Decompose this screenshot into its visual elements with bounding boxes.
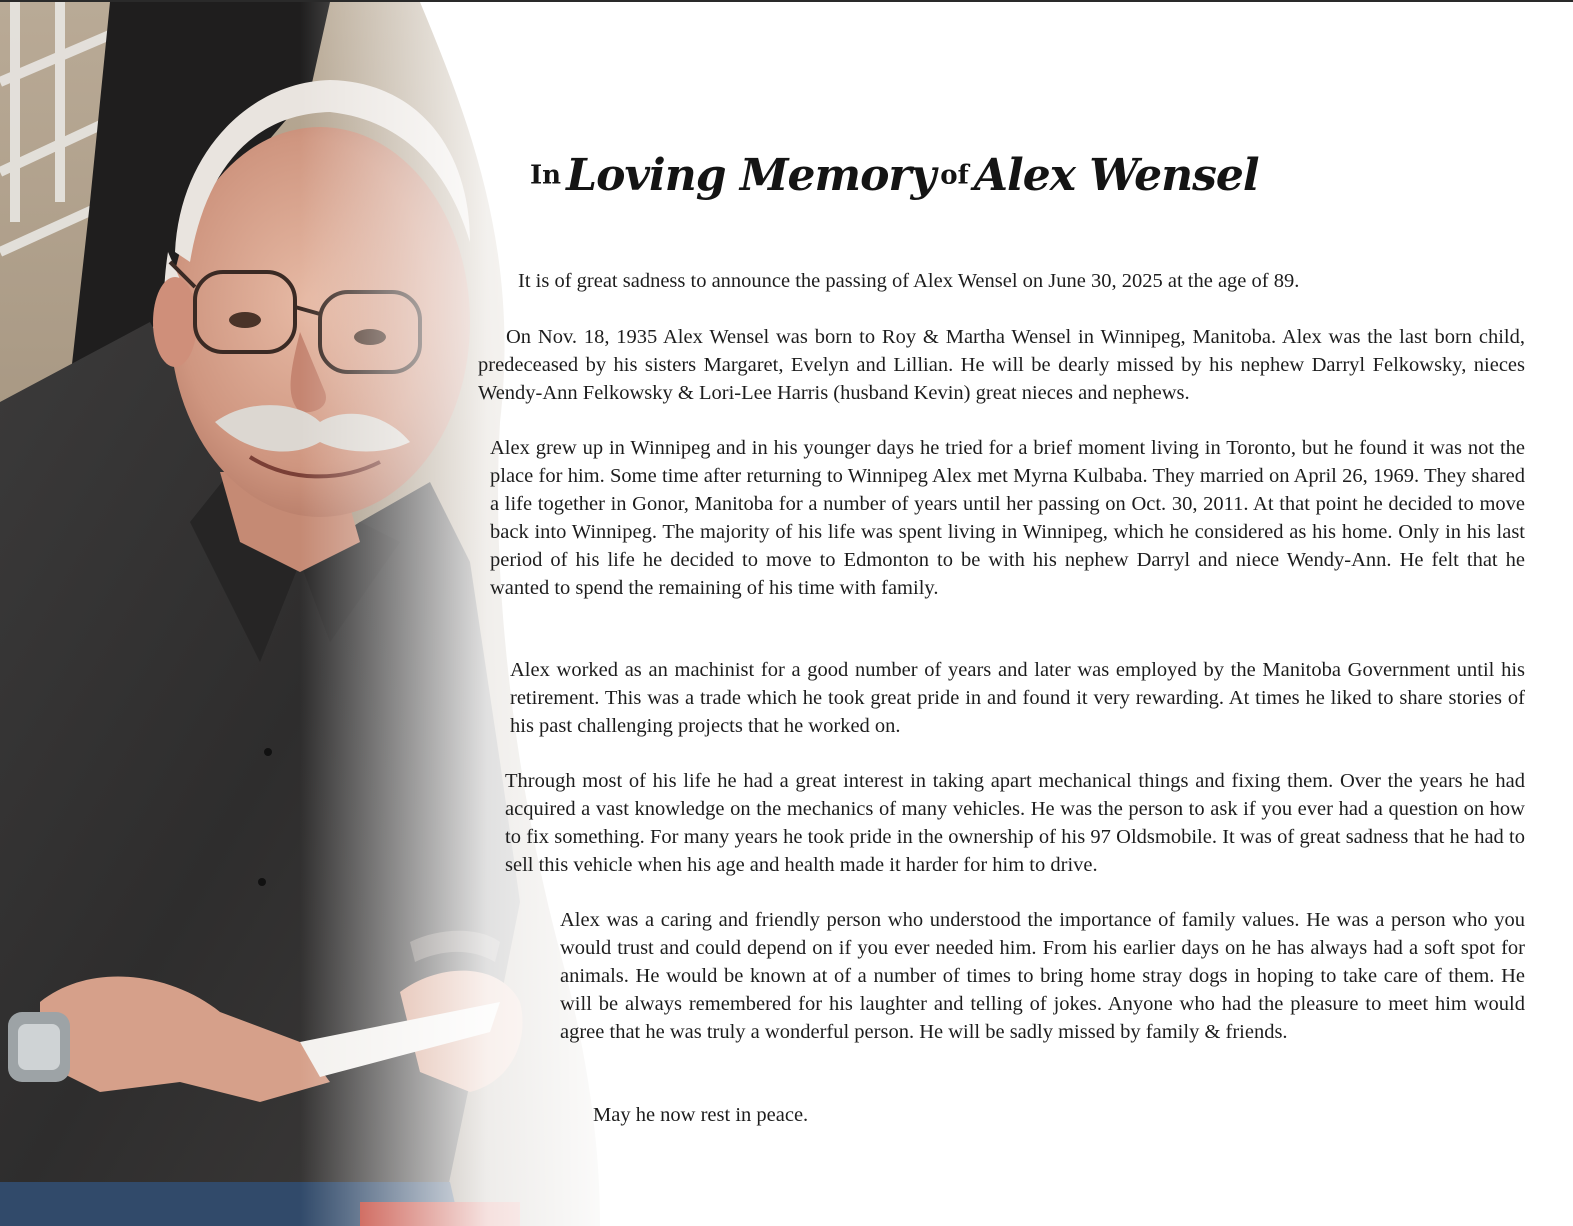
paragraph-mechanics: Through most of his life he had a great interest in taking apart mechanical things and fixing them. Over the years he had acquired a vast knowledge on the mechanics of many vehicles. He was the person to ask if you ever had a question on how to fix something. For many years he took pride in the ownership of his 97 Oldsmobile. It was of great sadness that he had to sell this vehicle when his age and health made it harder for him to drive.: [505, 770, 1525, 876]
title-loving-memory: Loving Memory: [566, 150, 936, 201]
paragraph-life-winnipeg: Alex grew up in Winnipeg and in his younger days he tried for a brief moment living in Toronto, but he found it was not the place for him. Some time after returning to Winnipeg Alex met Myrna Kulbaba. They married on April 26, 1969. They shared a life together in Gonor, Manitoba for a number of years until her passing on Oct. 30, 2011. At that point he decided to move back into Winnipeg. The majority of his life was spent living in Winnipeg, which he considered as his home. Only in his last period of his life he decided to move to Edmonton to be with his nephew Darryl and niece Wendy-Ann. He felt that he wanted to spend the remaining of his time with family.: [490, 437, 1525, 599]
title-in: In: [530, 160, 562, 191]
memorial-title: [530, 150, 1259, 240]
title-name: Alex Wensel: [973, 150, 1259, 201]
title-of: of: [940, 160, 969, 191]
paragraph-birth-family: On Nov. 18, 1935 Alex Wensel was born to Roy & Martha Wensel in Winnipeg, Manitoba. Alex was the last born child, predeceased by his sisters Margaret, Evelyn and Lillian. He will be dearly missed by his nephew Darryl Felkowsky, nieces Wendy-Ann Felkowsky & Lori-Lee Harris (husband Kevin) great nieces and nephews.: [478, 326, 1525, 404]
paragraph-character: Alex was a caring and friendly person who understood the importance of family values. He was a person who you would trust and could depend on if you ever needed him. From his earlier days on he has always had a soft spot for animals. He would be known at of a number of times to bring home stray dogs in hoping to take care of them. He will be always remembered for his laughter and telling of jokes. Anyone who had the pleasure to meet him would agree that he was truly a wonderful person. He will be sadly missed by family & friends.: [560, 909, 1525, 1043]
paragraph-rest-in-peace: May he now rest in peace.: [593, 1104, 809, 1126]
paragraph-announcement: It is of great sadness to announce the passing of Alex Wensel on June 30, 2025 at the age of 89.: [518, 270, 1300, 292]
paragraph-career: Alex worked as an machinist for a good number of years and later was employed by the Manitoba Government until his retirement. This was a trade which he took great pride in and found it very rewarding. At times he liked to share stories of his past challenging projects that he worked on.: [510, 659, 1525, 737]
